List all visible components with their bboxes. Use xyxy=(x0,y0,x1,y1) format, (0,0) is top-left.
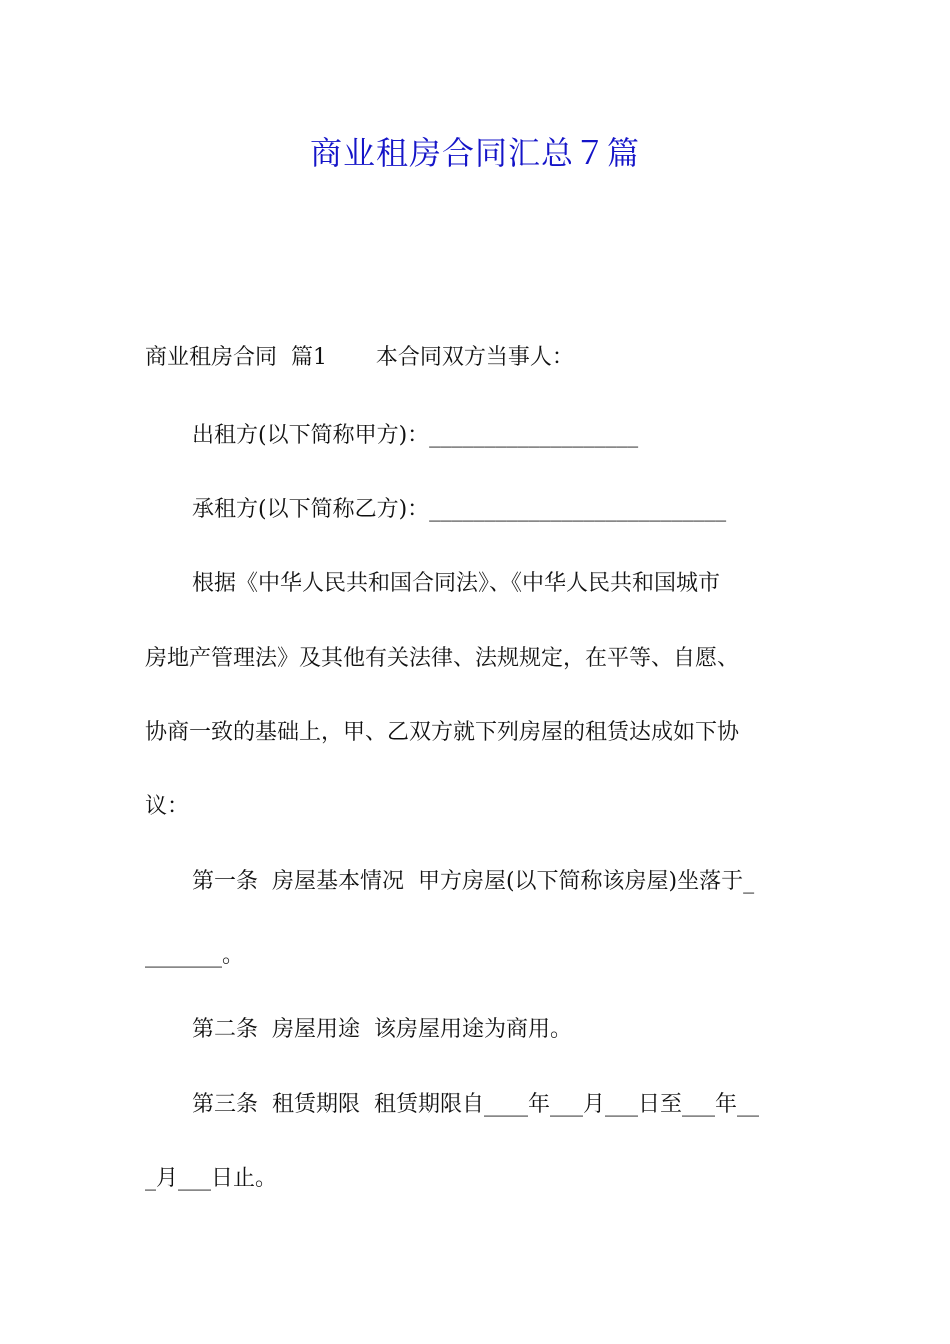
article-1-continuation: _______。 xyxy=(145,943,245,968)
document-title: 商业租房合同汇总７篇 xyxy=(309,134,640,172)
article-3-line: 第三条 租赁期限 租赁期限自____年___月___日至___年__ xyxy=(192,1092,759,1117)
article-2-line: 第二条 房屋用途 该房屋用途为商用。 xyxy=(192,1017,572,1042)
lessee-line: 承租方(以下简称乙方)：___________________________ xyxy=(192,497,727,522)
paragraph-line: 根据《中华人民共和国合同法》、《中华人民共和国城市 xyxy=(192,571,721,596)
paragraph-line: 房地产管理法》及其他有关法律、法规规定，在平等、自愿、 xyxy=(145,646,740,671)
paragraph-line: 协商一致的基础上，甲、乙双方就下列房屋的租赁达成如下协 xyxy=(145,720,740,745)
paragraph-line: 议： xyxy=(145,794,190,819)
section-heading-line: 商业租房合同 篇1 本合同双方当事人： xyxy=(145,345,574,370)
article-3-continuation: _月___日止。 xyxy=(145,1166,278,1191)
article-1-line: 第一条 房屋基本情况 甲方房屋(以下简称该房屋)坐落于_ xyxy=(192,869,755,894)
lessor-line: 出租方(以下简称甲方)：___________________ xyxy=(192,423,639,448)
